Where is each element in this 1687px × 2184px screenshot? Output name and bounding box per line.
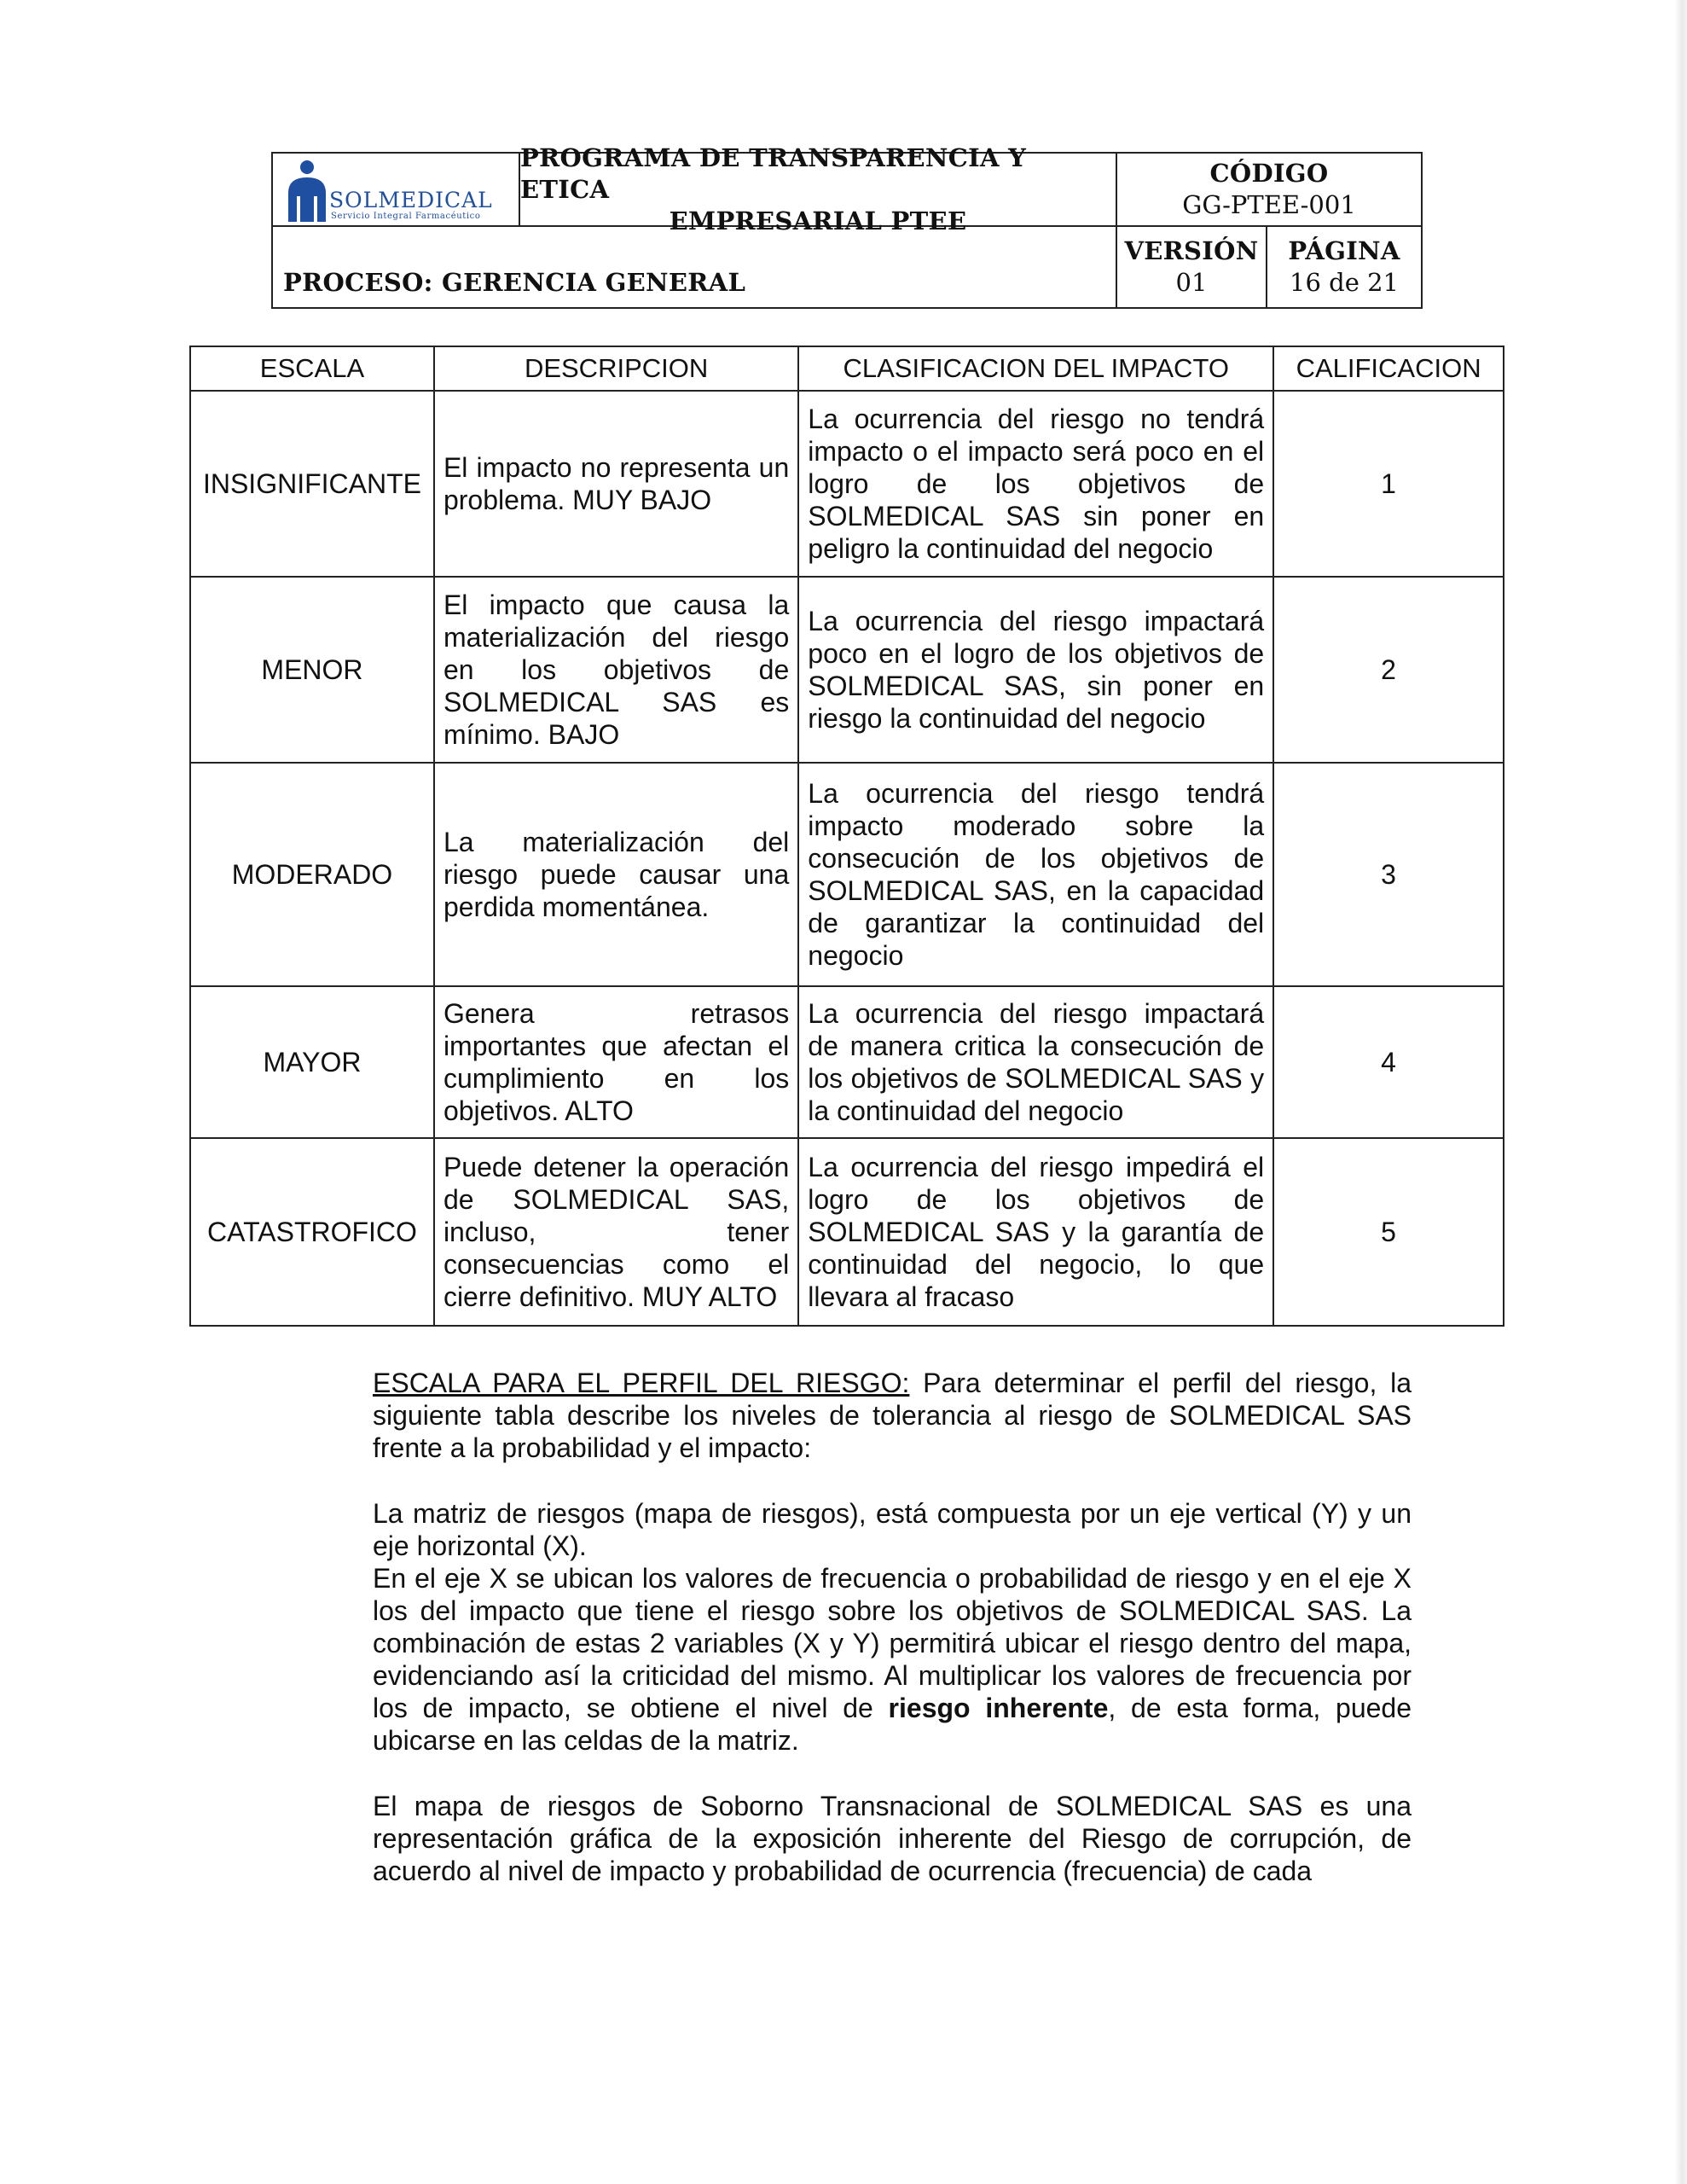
axis-values-paragraph — [373, 1562, 1412, 1757]
row-calificacion: 3 — [1273, 763, 1504, 986]
table-row — [190, 986, 1504, 1138]
process-label: PROCESO: GERENCIA GENERAL — [283, 267, 746, 297]
row-escala: MODERADO — [190, 763, 434, 986]
inherent-risk-term: riesgo inherente — [888, 1693, 1109, 1723]
table-row — [190, 391, 1504, 577]
page-label: PÁGINA — [1288, 236, 1400, 265]
logo-tagline: Servicio Integral Farmacéutico — [331, 212, 481, 221]
table-row — [190, 577, 1504, 763]
risk-profile-text: Para determinar el perfil del riesgo, la siguiente tabla describe los niveles de tolerancia al riesgo de SOLMEDICAL SAS frente a la probabilidad y el impacto: — [373, 1368, 1412, 1463]
row-descripcion: El impacto no representa un problema. MUY BAJO — [434, 391, 798, 577]
logo-cell — [273, 154, 520, 227]
row-calificacion: 2 — [1273, 577, 1504, 763]
risk-profile-paragraph — [373, 1367, 1412, 1464]
row-clasificacion: La ocurrencia del riesgo impedirá el logro de los objetivos de SOLMEDICAL SAS y la garantía de continuidad del negocio, lo que llevara al fracaso — [798, 1138, 1273, 1326]
row-descripcion: Puede detener la operación de SOLMEDICAL SAS, incluso, tener consecuencias como el cierre definitivo. MUY ALTO — [434, 1138, 798, 1326]
code-cell — [1117, 154, 1421, 227]
document-header — [271, 142, 1423, 309]
page-cell — [1267, 227, 1421, 307]
row-clasificacion: La ocurrencia del riesgo impactará de manera critica la consecución de los objetivos de SOLMEDICAL SAS y la continuidad del negocio — [798, 986, 1273, 1138]
column-header-escala: ESCALA — [190, 346, 434, 391]
row-escala: MAYOR — [190, 986, 434, 1138]
risk-profile-heading: ESCALA PARA EL PERFIL DEL RIESGO: — [373, 1368, 910, 1398]
version-cell — [1117, 227, 1267, 307]
version-value: 01 — [1175, 268, 1208, 297]
matrix-axes-paragraph — [373, 1497, 1412, 1562]
column-header-clasificacion: CLASIFICACION DEL IMPACTO — [798, 346, 1273, 391]
page-value: 16 de 21 — [1290, 268, 1399, 297]
risk-map-text: El mapa de riesgos de Soborno Transnacional de SOLMEDICAL SAS es una representación gráfica de la exposición inherente del Riesgo de corrupción, de acuerdo al nivel de impacto y probabilidad de ocurrencia (frecuencia) de cada — [373, 1791, 1412, 1886]
row-descripcion: El impacto que causa la materialización del riesgo en los objetivos de SOLMEDICAL SAS es mínimo. BAJO — [434, 577, 798, 763]
row-calificacion: 1 — [1273, 391, 1504, 577]
risk-map-paragraph — [373, 1790, 1412, 1887]
program-title-line1: PROGRAMA DE TRANSPARENCIA Y ETICA — [520, 142, 1027, 204]
version-label: VERSIÓN — [1124, 236, 1259, 265]
table-header-row — [190, 346, 1504, 391]
row-escala: CATASTROFICO — [190, 1138, 434, 1326]
code-label: CÓDIGO — [1209, 159, 1329, 188]
row-descripcion: La materialización del riesgo puede causar una perdida momentánea. — [434, 763, 798, 986]
program-title-cell — [520, 142, 1117, 235]
row-escala: INSIGNIFICANTE — [190, 391, 434, 577]
row-calificacion: 5 — [1273, 1138, 1504, 1326]
program-title-line2: EMPRESARIAL PTEE — [669, 206, 967, 235]
table-row — [190, 763, 1504, 986]
axis-values-text-a: En el eje X se ubican los valores de frecuencia o probabilidad de riesgo y en el eje X los del impacto que tiene el riesgo sobre los objetivos de SOLMEDICAL SAS. La combinación de estas 2 variables (X y Y) permitirá ubicar el riesgo dentro del mapa, evidenciando así la criticidad del mismo. Al multiplicar los valores de frecuencia por los de impacto, se obtiene el nivel de — [373, 1563, 1412, 1723]
process-cell — [273, 227, 1117, 307]
column-header-calificacion: CALIFICACION — [1273, 346, 1504, 391]
person-icon — [283, 159, 334, 224]
scan-edge — [1675, 0, 1687, 2184]
matrix-axes-text: La matriz de riesgos (mapa de riesgos), está compuesta por un eje vertical (Y) y un eje horizontal (X). — [373, 1498, 1412, 1561]
row-clasificacion: La ocurrencia del riesgo no tendrá impacto o el impacto será poco en el logro de los objetivos de SOLMEDICAL SAS sin poner en peligro la continuidad del negocio — [798, 391, 1273, 577]
row-descripcion: Genera retrasos importantes que afectan el cumplimiento en los objetivos. ALTO — [434, 986, 798, 1138]
row-calificacion: 4 — [1273, 986, 1504, 1138]
column-header-descripcion: DESCRIPCION — [434, 346, 798, 391]
impact-scale-table — [189, 346, 1504, 1327]
solmedical-logo — [283, 159, 513, 224]
table-row — [190, 1138, 1504, 1326]
axis-values-text-b: , de esta forma, puede ubicarse en las celdas de la matriz. — [373, 1693, 1412, 1756]
row-clasificacion: La ocurrencia del riesgo impactará poco en el logro de los objetivos de SOLMEDICAL SAS, sin poner en riesgo la continuidad del negocio — [798, 577, 1273, 763]
logo-brand: SOLMEDICAL — [329, 188, 493, 212]
row-clasificacion: La ocurrencia del riesgo tendrá impacto moderado sobre la consecución de los objetivos de SOLMEDICAL SAS, en la capacidad de garantizar la continuidad del negocio — [798, 763, 1273, 986]
code-value: GG-PTEE-001 — [1182, 190, 1356, 219]
row-escala: MENOR — [190, 577, 434, 763]
